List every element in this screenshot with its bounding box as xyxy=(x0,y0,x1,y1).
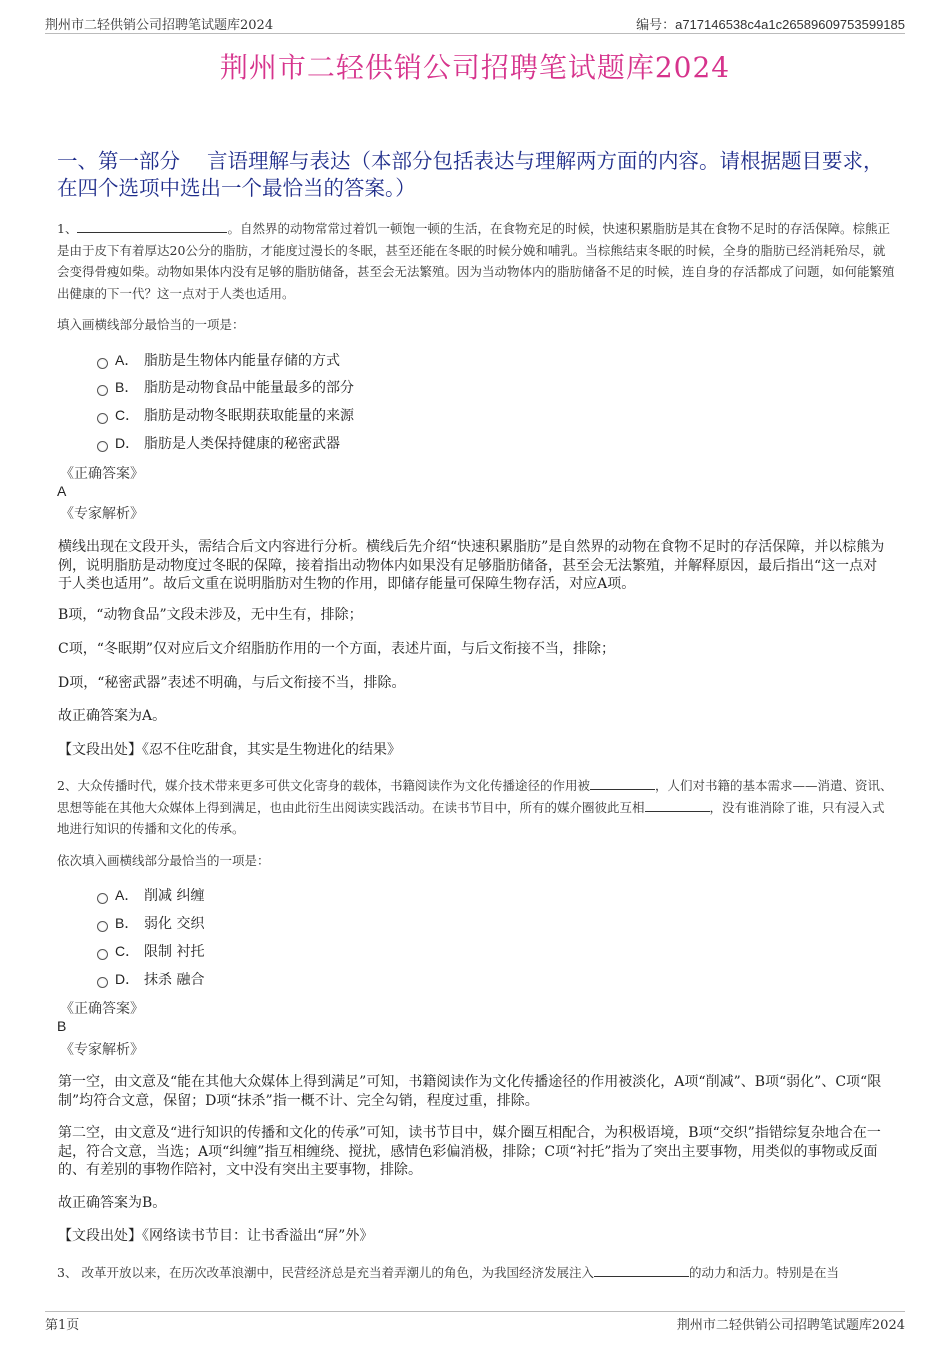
radio-button-icon[interactable] xyxy=(97,921,108,932)
analysis-paragraph: D项，“秘密武器”表述不明确，与后文衔接不当，排除。 xyxy=(58,675,406,691)
q2-option-c[interactable]: C． 限制 衬托 xyxy=(97,941,204,961)
question-body: 的动力和活力。特别是在当 xyxy=(688,1265,839,1280)
page-header xyxy=(45,14,905,34)
radio-button-icon[interactable] xyxy=(97,893,108,904)
answer-blank xyxy=(77,218,227,233)
correct-answer-value: B xyxy=(57,1018,67,1034)
analysis-conclusion: 故正确答案为B。 xyxy=(58,1195,167,1211)
q2-option-a[interactable]: A． 削减 纠缠 xyxy=(97,885,204,905)
q1-option-b[interactable]: B． 脂肪是动物食品中能量最多的部分 xyxy=(97,377,354,397)
question-body: 。自然界的动物常常过着饥一顿饱一顿的生活，在食物充足的时候，快速积累脂肪是其在食物不足时的存活保障。棕熊正是由于皮下有着厚达20公分的脂肪，才能度过漫长的冬眠，甚至还能在冬眠的时候分娩和哺乳。当棕熊结束冬眠的时候，全身的脂肪已经消耗殆尽，就会变得骨瘦如柴。动物如果体内没有足够的脂肪储备，甚至会无法繁殖。因为当动物体内的脂肪储备不足的时候，连自身的存活都成了问题，如何能繁殖出健康的下一代？这一点对于人类也适用。 xyxy=(57,221,895,301)
source-citation: 【文段出处】《忍不住吃甜食，其实是生物进化的结果》 xyxy=(58,742,401,758)
correct-answer-label: 《正确答案》 xyxy=(60,1001,144,1017)
document-title: 荆州市二轻供销公司招聘笔试题库2024 xyxy=(219,51,731,84)
footer-doc-name: 荆州市二轻供销公司招聘笔试题库2024 xyxy=(676,1318,905,1333)
question-number: 1、 xyxy=(57,221,78,236)
answer-blank xyxy=(590,775,655,790)
radio-button-icon[interactable] xyxy=(97,358,108,369)
q1-option-d[interactable]: D． 脂肪是人类保持健康的秘密武器 xyxy=(97,433,340,453)
analysis-paragraph: 第二空，由文意及“进行知识的传播和文化的传承”可知，读书节目中，媒介圈互相配合，为积极语境，B项“交织”指错综复杂地合在一起，符合文意，当选；A项“纠缠”指互相缠绕、搅扰，感情色彩偏消极，排除；C项“衬托”指为了突出主要事物，用类似的事物或反面的、有差别的事物作陪衬，文中没有突出主要事物，排除。 xyxy=(58,1125,881,1178)
question-number: 2、 xyxy=(57,778,78,793)
radio-button-icon[interactable] xyxy=(97,413,108,424)
question-1-prompt: 填入画横线部分最恰当的一项是： xyxy=(57,317,245,332)
question-body: 大众传播时代，媒介技术带来更多可供文化寄身的载体，书籍阅读作为文化传播途径的作用被 xyxy=(77,778,590,793)
question-1-text xyxy=(57,218,895,304)
q2-option-b[interactable]: B． 弱化 交织 xyxy=(97,913,204,933)
question-body: ，没有谁消除了谁，只有浸入式地进行知识的传播和文化的传承。 xyxy=(57,799,885,836)
question-3-text xyxy=(57,1262,895,1284)
header-doc-name: 荆州市二轻供销公司招聘笔试题库2024 xyxy=(45,18,274,33)
q1-option-c[interactable]: C． 脂肪是动物冬眠期获取能量的来源 xyxy=(97,405,354,425)
header-divider xyxy=(45,33,905,34)
radio-button-icon[interactable] xyxy=(97,385,108,396)
analysis-paragraph: 第一空，由文意及“能在其他大众媒体上得到满足”可知，书籍阅读作为文化传播途径的作用被淡化，A项“削减”、B项“弱化”、C项“限制”均符合文意，保留；D项“抹杀”指一概不计、完全勾销，程度过重，排除。 xyxy=(58,1074,882,1109)
question-2-prompt: 依次填入画横线部分最恰当的一项是： xyxy=(57,853,270,868)
radio-button-icon[interactable] xyxy=(97,949,108,960)
answer-blank xyxy=(594,1262,689,1277)
correct-answer-label: 《正确答案》 xyxy=(60,466,144,482)
analysis-conclusion: 故正确答案为A。 xyxy=(58,708,167,724)
header-doc-id: 编号：a717146538c4a1c26589609753599185 xyxy=(636,17,905,32)
expert-analysis-label: 《专家解析》 xyxy=(60,1042,144,1058)
q2-option-d[interactable]: D． 抹杀 融合 xyxy=(97,969,204,989)
question-2-text xyxy=(57,775,895,840)
question-body: 改革开放以来，在历次改革浪潮中，民营经济总是充当着弄潮儿的角色，为我国经济发展注入 xyxy=(81,1265,594,1280)
radio-button-icon[interactable] xyxy=(97,977,108,988)
correct-answer-value: A xyxy=(57,483,67,499)
radio-button-icon[interactable] xyxy=(97,441,108,452)
expert-analysis-label: 《专家解析》 xyxy=(60,506,144,522)
answer-blank xyxy=(645,797,710,812)
analysis-paragraph: B项，“动物食品”文段未涉及，无中生有，排除； xyxy=(58,607,363,623)
q1-option-a[interactable]: A． 脂肪是生物体内能量存储的方式 xyxy=(97,350,340,370)
analysis-paragraph: 横线出现在文段开头，需结合后文内容进行分析。横线后先介绍“快速积累脂肪”是自然界的动物在食物不足时的存活保障，并以棕熊为例，说明脂肪是动物度过冬眠的保障，接着指出动物体内如果没有足够脂肪储备，甚至会无法繁殖，并解释原因，最后指出“这一点对于人类也适用”。故后文重在说明脂肪对生物的作用，即储存能量可保障生物存活，对应A项。 xyxy=(58,539,885,592)
footer-divider xyxy=(45,1311,905,1312)
section-title: 一、第一部分 言语理解与表达（本部分包括表达与理解两方面的内容。请根据题目要求，在四个选项中选出一个最恰当的答案。） xyxy=(57,149,884,200)
source-citation: 【文段出处】《网络读书节目：让书香溢出“屏”外》 xyxy=(58,1228,374,1244)
question-number: 3、 xyxy=(57,1265,78,1280)
question-body: ，人们对书籍的基本需求——消遣、资讯、思想等能在其他大众媒体上得到满足，也由此衍生出阅读实践活动。在读书节目中，所有的媒介圈彼此互相 xyxy=(57,778,893,815)
page-number: 第1页 xyxy=(45,1318,80,1333)
analysis-paragraph: C项，“冬眠期”仅对应后文介绍脂肪作用的一个方面，表述片面，与后文衔接不当，排除； xyxy=(58,641,616,657)
